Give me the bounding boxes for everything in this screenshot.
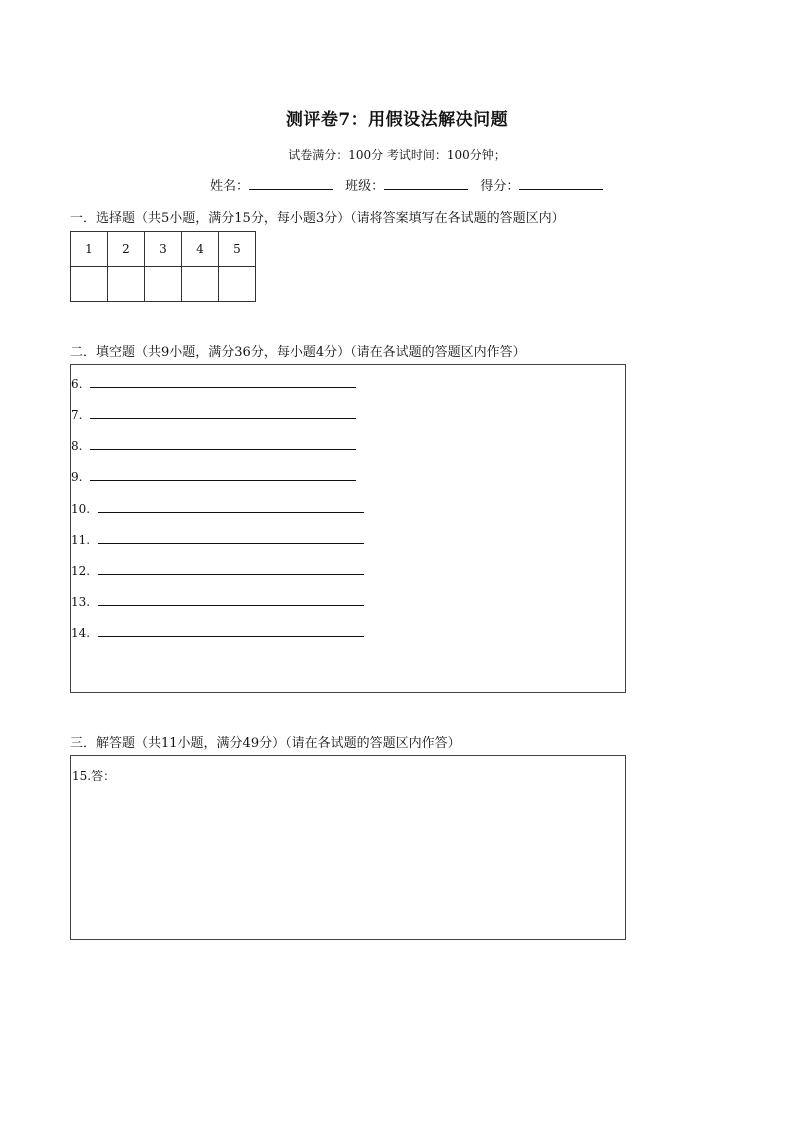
fill-item-number: 12. — [71, 564, 91, 578]
fill-item-number: 10. — [71, 502, 91, 516]
student-info-row — [210, 175, 611, 194]
choice-column-number: 2 — [108, 232, 145, 267]
fill-answer-line[interactable] — [98, 531, 364, 544]
choice-column-number: 3 — [145, 232, 182, 267]
choice-answer-cell[interactable] — [71, 267, 108, 302]
name-label: 姓名： — [210, 179, 250, 194]
choice-header-row — [71, 232, 256, 267]
fill-item-number: 14. — [71, 626, 91, 640]
choice-answer-table — [70, 231, 256, 302]
exam-info: 试卷满分：100分 考试时间：100分钟； — [288, 148, 506, 162]
name-blank[interactable] — [249, 175, 333, 190]
choice-answer-cell[interactable] — [182, 267, 219, 302]
fill-answer-line[interactable] — [98, 593, 364, 606]
fill-answer-line[interactable] — [98, 562, 364, 575]
class-blank[interactable] — [384, 175, 468, 190]
fill-item — [71, 406, 356, 422]
page-title: 测评卷7：用假设法解决问题 — [285, 110, 509, 130]
solution-answer-area[interactable] — [70, 755, 626, 940]
section-2-heading: 二．填空题（共9小题，满分36分，每小题4分）（请在各试题的答题区内作答） — [70, 345, 526, 360]
score-label: 得分： — [480, 179, 520, 194]
choice-column-number: 5 — [219, 232, 256, 267]
choice-column-number: 1 — [71, 232, 108, 267]
fill-item — [71, 468, 356, 484]
fill-item — [71, 375, 356, 391]
fill-answer-line[interactable] — [98, 500, 364, 513]
fill-item — [71, 437, 356, 453]
fill-answer-line[interactable] — [90, 468, 356, 481]
score-blank[interactable] — [519, 175, 603, 190]
fill-item-number: 11. — [71, 533, 91, 547]
fill-item — [71, 624, 364, 640]
fill-item-number: 13. — [71, 595, 91, 609]
answer-label: 15.答： — [72, 769, 116, 783]
choice-answer-cell[interactable] — [108, 267, 145, 302]
fill-item — [71, 500, 364, 516]
class-label: 班级： — [345, 179, 385, 194]
fill-item — [71, 531, 364, 547]
choice-answer-row — [71, 267, 256, 302]
fill-answer-line[interactable] — [90, 437, 356, 450]
fill-in-answer-area — [70, 364, 626, 693]
fill-item-number: 8. — [71, 439, 83, 453]
fill-item — [71, 593, 364, 609]
section-3-heading: 三．解答题（共11小题，满分49分）（请在各试题的答题区内作答） — [70, 736, 461, 751]
fill-item-number: 7. — [71, 408, 83, 422]
fill-answer-line[interactable] — [90, 406, 356, 419]
fill-answer-line[interactable] — [98, 624, 364, 637]
choice-column-number: 4 — [182, 232, 219, 267]
fill-item-number: 9. — [71, 470, 83, 484]
fill-answer-line[interactable] — [90, 375, 356, 388]
choice-answer-cell[interactable] — [219, 267, 256, 302]
fill-item — [71, 562, 364, 578]
choice-answer-cell[interactable] — [145, 267, 182, 302]
section-1-heading: 一．选择题（共5小题，满分15分，每小题3分）（请将答案填写在各试题的答题区内） — [70, 211, 565, 226]
fill-item-number: 6. — [71, 377, 83, 391]
